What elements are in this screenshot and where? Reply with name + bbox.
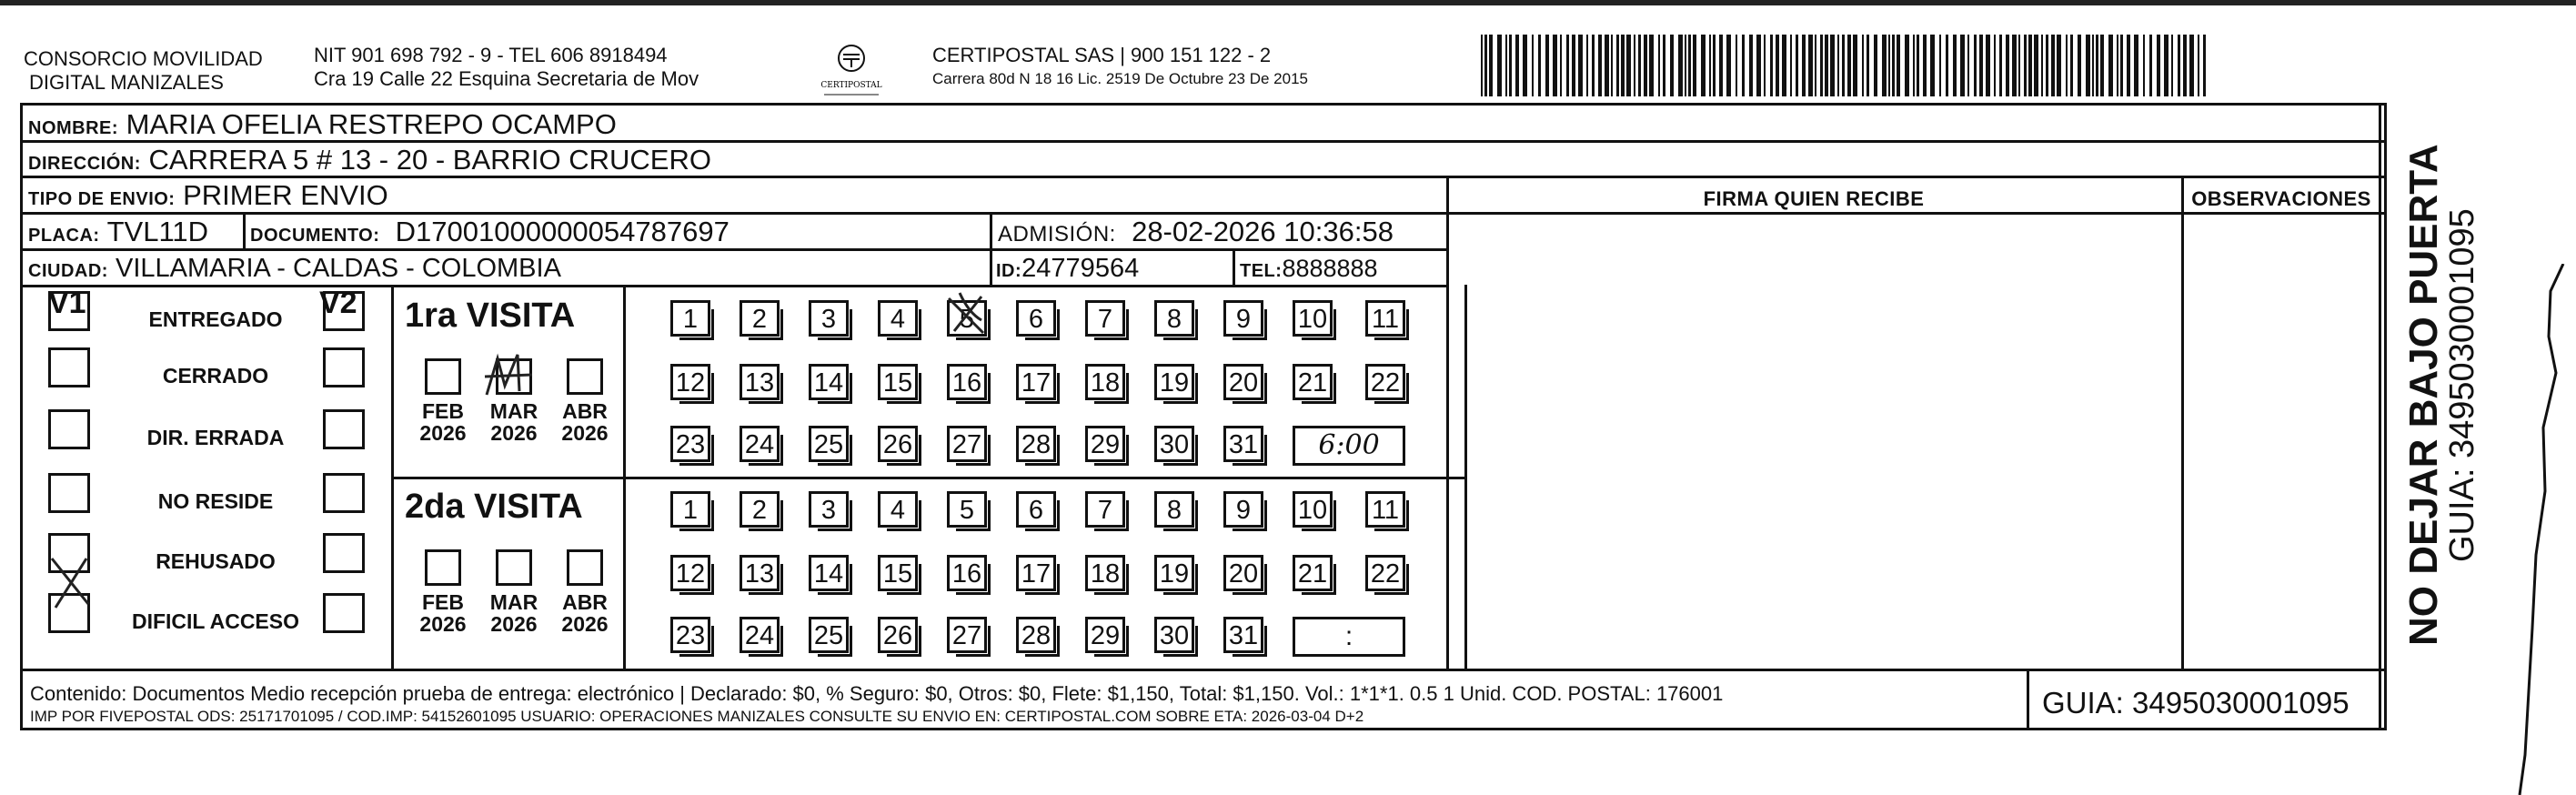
- barcode-bar: [2066, 35, 2068, 96]
- barcode-bar: [1505, 35, 1507, 96]
- time-box[interactable]: :: [1293, 617, 1405, 657]
- barcode-bar: [1796, 35, 1798, 96]
- barcode-bar: [1776, 35, 1779, 96]
- nombre-value: MARIA OFELIA RESTREPO OCAMPO: [126, 108, 617, 140]
- barcode-bar: [1867, 35, 1869, 96]
- barcode-bar: [1825, 35, 1828, 96]
- barcode-bar: [2012, 35, 2017, 96]
- barcode-bar: [1509, 35, 1512, 96]
- status-label: CERRADO: [162, 364, 269, 387]
- day-box[interactable]: 31: [1223, 426, 1263, 462]
- status-label: NO RESIDE: [157, 489, 274, 513]
- barcode-bar: [2034, 35, 2038, 96]
- barcode-bar: [1553, 35, 1557, 96]
- no-dejar-warning: NO DEJAR BAJO PUERTA: [2401, 144, 2446, 646]
- barcode-bar: [2183, 35, 2187, 96]
- barcode-bar: [1538, 35, 1541, 96]
- barcode-bar: [1897, 35, 1900, 96]
- certipostal-logo: [815, 42, 888, 102]
- v2-checkbox[interactable]: [323, 347, 365, 387]
- barcode-bar: [1830, 35, 1835, 96]
- rule: [391, 285, 394, 669]
- barcode-bar: [1764, 35, 1766, 96]
- barcode-bar: [1572, 35, 1575, 96]
- day-box[interactable]: 6: [1016, 491, 1056, 528]
- barcode-bar: [1756, 35, 1761, 96]
- nit-text: NIT 901 698 792 - 9 - TEL 606 8918494: [314, 44, 668, 66]
- v1-checkbox[interactable]: [48, 347, 90, 387]
- day-box[interactable]: 4: [878, 491, 918, 528]
- day-box[interactable]: 6: [1016, 300, 1056, 337]
- v1-checkbox[interactable]: [48, 409, 90, 449]
- barcode-bar: [1592, 35, 1595, 96]
- rule: [2181, 176, 2184, 669]
- footer-line1: Contenido: Documentos Medio recepción prueba de entrega: electrónico | Declarado: $0, % Seguro: $0, Otros: $0, Flete: $1,150, Total: $1,150. Vol.: 1*1*1. 0.5 1 Unid. COD. POSTAL: 176001: [30, 682, 1724, 705]
- shipping-form: [20, 103, 2387, 730]
- day-box[interactable]: 15: [878, 364, 918, 400]
- barcode-bar: [1736, 35, 1737, 96]
- visit2-title: 2da VISITA: [405, 488, 583, 526]
- v1-checkbox[interactable]: [48, 291, 90, 331]
- rule: [243, 212, 246, 248]
- barcode-bar: [1515, 35, 1519, 96]
- month-year: 2026: [490, 612, 538, 636]
- day-box[interactable]: 12: [670, 555, 710, 591]
- barcode-bar: [1994, 35, 1996, 96]
- day-box[interactable]: 30: [1154, 617, 1194, 653]
- barcode-bar: [2120, 35, 2123, 96]
- month-year: 2026: [561, 612, 609, 636]
- v2-label: V2: [319, 286, 357, 320]
- day-box[interactable]: 17: [1016, 555, 1056, 591]
- footer-guia: GUIA: 3495030001095: [2042, 686, 2350, 720]
- day-box[interactable]: 21: [1293, 364, 1333, 400]
- tipo-value: PRIMER ENVIO: [183, 179, 388, 211]
- barcode-bar: [1719, 35, 1723, 96]
- barcode-bar: [1713, 35, 1716, 96]
- barcode-bar: [2057, 35, 2061, 96]
- barcode-bar: [1960, 35, 1965, 96]
- day-box[interactable]: 26: [878, 617, 918, 653]
- v2-checkbox[interactable]: [323, 291, 365, 331]
- rule: [1446, 176, 1449, 669]
- day-box[interactable]: 19: [1154, 555, 1194, 591]
- barcode-bar: [2096, 35, 2098, 96]
- tipo-row: [28, 180, 388, 215]
- status-label: DIFICIL ACCESO: [131, 609, 299, 633]
- day-box[interactable]: 4: [878, 300, 918, 337]
- carrier-address: Carrera 80d N 18 16 Lic. 2519 De Octubre 23 De 2015: [932, 70, 1308, 87]
- documento-label: DOCUMENTO:: [250, 226, 380, 246]
- barcode-bar: [1663, 35, 1665, 96]
- tel-row: [1240, 253, 1378, 287]
- day-box[interactable]: 20: [1223, 364, 1263, 400]
- barcode-bar: [1874, 35, 1877, 96]
- barcode-bar: [1742, 35, 1745, 96]
- barcode-bar: [1560, 35, 1562, 96]
- day-box[interactable]: 29: [1085, 426, 1125, 462]
- day-box[interactable]: 11: [1365, 491, 1405, 528]
- v2-checkbox[interactable]: [323, 473, 365, 513]
- march-handmark: [478, 349, 541, 413]
- placa-value: TVL11D: [106, 216, 209, 247]
- barcode-bar: [1481, 35, 1483, 96]
- barcode-bar: [1726, 35, 1731, 96]
- barcode-bar: [1634, 35, 1635, 96]
- day-box[interactable]: 3: [809, 491, 849, 528]
- day-box[interactable]: 12: [670, 364, 710, 400]
- v1-label: V1: [48, 286, 86, 320]
- id-value: 24779564: [1021, 254, 1140, 283]
- barcode-bar: [1616, 35, 1619, 96]
- day-box[interactable]: 21: [1293, 555, 1333, 591]
- barcode-bar: [1749, 35, 1753, 96]
- day-box[interactable]: 10: [1293, 300, 1333, 337]
- barcode-bar: [2127, 35, 2130, 96]
- day-box[interactable]: 23: [670, 617, 710, 653]
- barcode-bar: [2051, 35, 2055, 96]
- barcode-bar: [1953, 35, 1957, 96]
- barcode-bar: [1905, 35, 1909, 96]
- day-box[interactable]: 18: [1085, 555, 1125, 591]
- barcode-bar: [1678, 35, 1683, 96]
- barcode-bar: [1808, 35, 1813, 96]
- day-box[interactable]: 1: [670, 491, 710, 528]
- barcode: [1481, 35, 2209, 96]
- barcode-bar: [1658, 35, 1660, 96]
- status-label: ENTREGADO: [148, 307, 283, 331]
- day-box[interactable]: 3: [809, 300, 849, 337]
- rule: [1233, 248, 1235, 285]
- month-year: 2026: [419, 612, 467, 636]
- status-label: DIR. ERRADA: [146, 426, 285, 449]
- tel-value: 8888888: [1282, 255, 1378, 282]
- barcode-bar: [1923, 35, 1927, 96]
- day-box[interactable]: 11: [1365, 300, 1405, 337]
- admision-label: ADMISIÓN:: [998, 222, 1116, 247]
- barcode-bar: [1523, 35, 1527, 96]
- day-box[interactable]: 24: [740, 617, 780, 653]
- barcode-bar: [1685, 35, 1686, 96]
- barcode-bar: [1802, 35, 1806, 96]
- barcode-bar: [1638, 35, 1641, 96]
- barcode-bar: [2046, 35, 2048, 96]
- barcode-bar: [2100, 35, 2104, 96]
- barcode-bar: [1598, 35, 1602, 96]
- day5-handmark: [941, 287, 996, 342]
- barcode-bar: [1626, 35, 1631, 96]
- month-label: [558, 400, 612, 444]
- rule: [990, 212, 992, 285]
- observaciones-header: OBSERVACIONES: [2191, 187, 2371, 210]
- barcode-bar: [2041, 35, 2043, 96]
- day-box[interactable]: 13: [740, 555, 780, 591]
- v1-checkbox[interactable]: [48, 473, 90, 513]
- rule: [1464, 285, 1467, 669]
- day-box[interactable]: 18: [1085, 364, 1125, 400]
- v2-checkbox[interactable]: [323, 593, 365, 633]
- barcode-bar: [2164, 35, 2168, 96]
- barcode-bar: [1842, 35, 1845, 96]
- barcode-bar: [2018, 35, 2020, 96]
- day-box[interactable]: 8: [1154, 300, 1194, 337]
- day-box[interactable]: 16: [947, 555, 987, 591]
- day-box[interactable]: 25: [809, 426, 849, 462]
- barcode-bar: [2149, 35, 2152, 96]
- day-box[interactable]: 26: [878, 426, 918, 462]
- rule: [391, 477, 1467, 479]
- month-label: [558, 591, 612, 635]
- barcode-bar: [2078, 35, 2081, 96]
- company-line1: CONSORCIO MOVILIDAD: [24, 47, 263, 70]
- time-box[interactable]: 6:00: [1293, 426, 1405, 466]
- month-checkbox[interactable]: [567, 549, 603, 586]
- footer-line2: IMP POR FIVEPOSTAL ODS: 25171701095 / COD.IMP: 54152601095 USUARIO: OPERACIONES MANIZALES CONSULTE SU ENVIO EN: CERTIPOSTAL.COM SOBRE ETA: 2026-03-04 D+2: [30, 708, 1364, 725]
- barcode-bar: [1999, 35, 2002, 96]
- barcode-bar: [1939, 35, 1941, 96]
- barcode-bar: [1566, 35, 1569, 96]
- barcode-bar: [2134, 35, 2138, 96]
- direccion-value: CARRERA 5 # 13 - 20 - BARRIO CRUCERO: [148, 144, 711, 176]
- id-row: [996, 253, 1139, 287]
- barcode-bar: [2203, 35, 2206, 96]
- day-box[interactable]: 7: [1085, 300, 1125, 337]
- day-box[interactable]: 2: [740, 491, 780, 528]
- svg-text:CERTIPOSTAL: CERTIPOSTAL: [820, 81, 882, 90]
- barcode-bar: [1888, 35, 1890, 96]
- sender-address: Cra 19 Calle 22 Esquina Secretaria de Mov: [314, 67, 699, 90]
- barcode-bar: [2070, 35, 2073, 96]
- status-label: REHUSADO: [156, 549, 276, 573]
- tel-label: TEL:: [1240, 261, 1283, 281]
- barcode-bar: [2028, 35, 2032, 96]
- day-box[interactable]: 17: [1016, 364, 1056, 400]
- barcode-bar: [1545, 35, 1549, 96]
- barcode-bar: [1790, 35, 1792, 96]
- day-box[interactable]: 22: [1365, 364, 1405, 400]
- barcode-bar: [1484, 35, 1487, 96]
- nombre-label: NOMBRE:: [28, 118, 119, 138]
- admision-value: 28-02-2026 10:36:58: [1132, 216, 1394, 247]
- barcode-bar: [1693, 35, 1696, 96]
- placa-row: [28, 216, 208, 251]
- carrier-block: [932, 44, 1308, 91]
- company-block: [24, 47, 263, 95]
- barcode-bar: [2189, 35, 2194, 96]
- day-box[interactable]: 28: [1016, 426, 1056, 462]
- day-box[interactable]: 13: [740, 364, 780, 400]
- placa-label: PLACA:: [28, 226, 100, 246]
- barcode-bar: [2157, 35, 2160, 96]
- month-name: ABR: [562, 399, 608, 423]
- month-label: [416, 591, 470, 635]
- day-box[interactable]: 7: [1085, 491, 1125, 528]
- barcode-bar: [2108, 35, 2113, 96]
- day-box[interactable]: 8: [1154, 491, 1194, 528]
- barcode-bar: [1974, 35, 1977, 96]
- documento-value: D17001000000054787697: [395, 216, 730, 247]
- day-box[interactable]: 15: [878, 555, 918, 591]
- barcode-bar: [2171, 35, 2173, 96]
- nombre-row: [28, 109, 617, 144]
- barcode-bar: [1986, 35, 1990, 96]
- day-box[interactable]: 24: [740, 426, 780, 462]
- nit-block: [314, 44, 699, 91]
- month-label: [487, 591, 541, 635]
- day-box[interactable]: 20: [1223, 555, 1263, 591]
- v2-checkbox[interactable]: [323, 409, 365, 449]
- day-box[interactable]: 29: [1085, 617, 1125, 653]
- day-box[interactable]: 27: [947, 426, 987, 462]
- day-box[interactable]: 1: [670, 300, 710, 337]
- month-name: ABR: [562, 590, 608, 614]
- documento-row: [250, 216, 730, 251]
- barcode-bar: [1497, 35, 1502, 96]
- month-name: MAR: [489, 399, 538, 423]
- rule: [2027, 669, 2029, 730]
- day-box[interactable]: 16: [947, 364, 987, 400]
- v2-checkbox[interactable]: [323, 533, 365, 573]
- barcode-bar: [1862, 35, 1864, 96]
- barcode-bar: [1946, 35, 1948, 96]
- tipo-label: TIPO DE ENVIO:: [28, 189, 176, 209]
- torn-edge: [2492, 264, 2576, 795]
- day-box[interactable]: 27: [947, 617, 987, 653]
- barcode-bar: [2143, 35, 2145, 96]
- barcode-bar: [1770, 35, 1773, 96]
- barcode-bar: [1820, 35, 1823, 96]
- day-box[interactable]: 9: [1223, 491, 1263, 528]
- day-box[interactable]: 25: [809, 617, 849, 653]
- admision-row: [998, 216, 1394, 250]
- barcode-bar: [1578, 35, 1583, 96]
- barcode-bar: [1930, 35, 1935, 96]
- month-year: 2026: [419, 421, 467, 445]
- barcode-bar: [1670, 35, 1674, 96]
- rule: [2379, 106, 2381, 730]
- ciudad-value: VILLAMARIA - CALDAS - COLOMBIA: [116, 254, 561, 283]
- day-box[interactable]: 10: [1293, 491, 1333, 528]
- barcode-bar: [1967, 35, 1969, 96]
- rule: [23, 669, 2384, 671]
- day-box[interactable]: 2: [740, 300, 780, 337]
- barcode-bar: [1782, 35, 1786, 96]
- ciudad-row: [28, 253, 561, 287]
- barcode-bar: [1621, 35, 1625, 96]
- barcode-bar: [1489, 35, 1493, 96]
- day-box[interactable]: 19: [1154, 364, 1194, 400]
- barcode-bar: [1847, 35, 1851, 96]
- barcode-bar: [1882, 35, 1887, 96]
- barcode-bar: [1917, 35, 1919, 96]
- barcode-bar: [2006, 35, 2009, 96]
- month-checkbox[interactable]: [567, 358, 603, 395]
- month-label: [416, 400, 470, 444]
- rule: [623, 285, 626, 669]
- day-box[interactable]: 14: [809, 555, 849, 591]
- top-edge: [0, 0, 2576, 5]
- month-year: 2026: [561, 421, 609, 445]
- month-name: FEB: [422, 399, 464, 423]
- side-guia: GUIA: 3495030001095: [2443, 208, 2481, 562]
- barcode-bar: [1611, 35, 1613, 96]
- barcode-bar: [2178, 35, 2180, 96]
- barcode-bar: [2117, 35, 2118, 96]
- barcode-bar: [2024, 35, 2027, 96]
- barcode-bar: [1532, 35, 1534, 96]
- ciudad-label: CIUDAD:: [28, 261, 108, 281]
- barcode-bar: [1644, 35, 1647, 96]
- month-checkbox[interactable]: [425, 549, 461, 586]
- barcode-bar: [1892, 35, 1895, 96]
- barcode-bar: [1688, 35, 1691, 96]
- barcode-bar: [1605, 35, 1609, 96]
- month-name: MAR: [489, 590, 538, 614]
- no-reside-v1-handmark: [46, 551, 101, 615]
- day-box[interactable]: 14: [809, 364, 849, 400]
- day-box[interactable]: 9: [1223, 300, 1263, 337]
- company-line2: DIGITAL MANIZALES: [29, 71, 224, 94]
- month-name: FEB: [422, 590, 464, 614]
- barcode-bar: [2198, 35, 2199, 96]
- day-box[interactable]: 28: [1016, 617, 1056, 653]
- barcode-bar: [1649, 35, 1654, 96]
- barcode-bar: [1709, 35, 1711, 96]
- month-checkbox[interactable]: [496, 549, 532, 586]
- direccion-row: [28, 145, 711, 179]
- day-box[interactable]: 22: [1365, 555, 1405, 591]
- day-box[interactable]: 30: [1154, 426, 1194, 462]
- day-box[interactable]: 5: [947, 300, 987, 337]
- month-year: 2026: [490, 421, 538, 445]
- barcode-bar: [1853, 35, 1857, 96]
- visit1-title: 1ra VISITA: [405, 297, 576, 335]
- barcode-bar: [1586, 35, 1588, 96]
- id-label: ID:: [996, 261, 1022, 281]
- barcode-bar: [1979, 35, 1983, 96]
- day-box[interactable]: 5: [947, 491, 987, 528]
- month-checkbox[interactable]: [425, 358, 461, 395]
- barcode-bar: [2086, 35, 2090, 96]
- day-box[interactable]: 23: [670, 426, 710, 462]
- firma-header: FIRMA QUIEN RECIBE: [1703, 187, 1925, 210]
- barcode-bar: [1815, 35, 1816, 96]
- direccion-label: DIRECCIÓN:: [28, 154, 141, 174]
- day-box[interactable]: 31: [1223, 617, 1263, 653]
- barcode-bar: [2092, 35, 2094, 96]
- barcode-bar: [1837, 35, 1839, 96]
- carrier-name: CERTIPOSTAL SAS | 900 151 122 - 2: [932, 44, 1272, 66]
- barcode-bar: [1701, 35, 1706, 96]
- barcode-bar: [1913, 35, 1915, 96]
